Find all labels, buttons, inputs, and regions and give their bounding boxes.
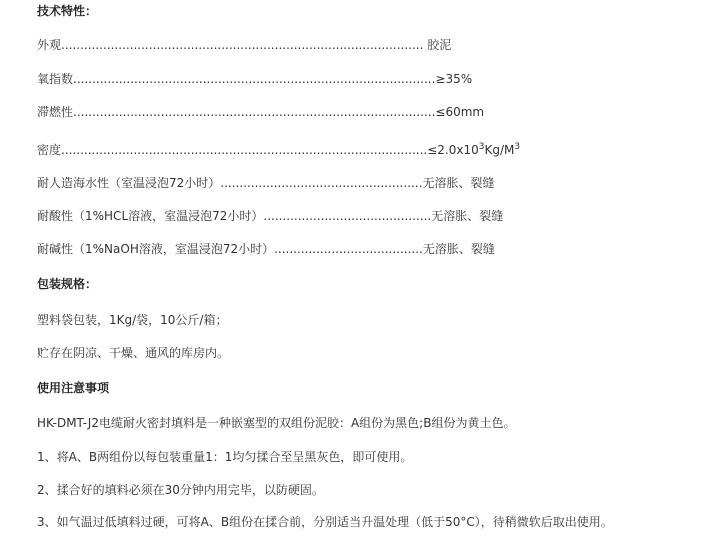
spec-row-density (37, 142, 520, 158)
packaging-heading: 包装规格： (37, 277, 98, 291)
spec-row-acid (37, 208, 503, 224)
spec-row-appearance (37, 37, 451, 53)
spec-value: ≤2.0x10 (427, 143, 479, 157)
packaging-line-1: 塑料袋包装，1Kg/袋，10公斤/箱； (37, 313, 228, 327)
usage-step-2: 2、揉合好的填料必须在30分钟内用完毕，以防硬固。 (37, 483, 324, 497)
spec-value: 胶泥 (427, 38, 452, 52)
spec-label: 耐人造海水性（室温浸泡72小时） (37, 176, 221, 190)
usage-step-3: 3、如气温过低填料过硬，可将A、B组份在揉合前，分别适当升温处理（低于50°C），待稍微软后取出使用。 (37, 515, 613, 529)
spec-row-alkali (37, 241, 495, 257)
tech-heading: 技术特性： (37, 4, 98, 18)
spec-value: ≥35% (435, 72, 473, 86)
spec-label: 耐酸性（1%HCL溶液，室温浸泡72小时） (37, 209, 264, 223)
spec-label: 耐碱性（1%NaOH溶液，室温浸泡72小时） (37, 242, 275, 256)
usage-step-1: 1、将A、B两组份以每包装重量1：1均匀揉合至呈黑灰色，即可使用。 (37, 450, 413, 464)
leader-dots: ................................................................................................ (61, 143, 428, 157)
spec-label: 氧指数 (37, 72, 74, 86)
leader-dots: ............................................................................................... (73, 105, 436, 119)
spec-row-oxygen-index (37, 71, 472, 87)
leader-dots: ....................................... (274, 242, 423, 256)
spec-row-seawater (37, 175, 494, 191)
leader-dots: ............................................................................................... (61, 38, 424, 52)
spec-value: ≤60mm (435, 105, 485, 119)
superscript: 3 (514, 142, 521, 152)
spec-value: 无溶胀、裂缝 (422, 242, 495, 256)
spec-value: 无溶胀、裂缝 (431, 209, 504, 223)
leader-dots: ..................................................... (220, 176, 423, 190)
superscript: 3 (478, 142, 485, 152)
usage-heading: 使用注意事项 (37, 381, 110, 395)
spec-value: 无溶胀、裂缝 (422, 176, 495, 190)
spec-unit: Kg/M (484, 143, 515, 157)
leader-dots: ............................................ (263, 209, 432, 223)
usage-intro: HK-DMT-J2电缆耐火密封填料是一种嵌塞型的双组份泥胶：A组份为黑色;B组份为黄土色。 (37, 416, 516, 430)
spec-row-flame-retard (37, 104, 484, 120)
leader-dots: ............................................................................................... (73, 72, 436, 86)
packaging-line-2: 贮存在阴凉、干燥、通风的库房内。 (37, 346, 230, 360)
spec-label: 外观 (37, 38, 62, 52)
spec-label: 滞燃性 (37, 105, 74, 119)
spec-label: 密度 (37, 143, 62, 157)
